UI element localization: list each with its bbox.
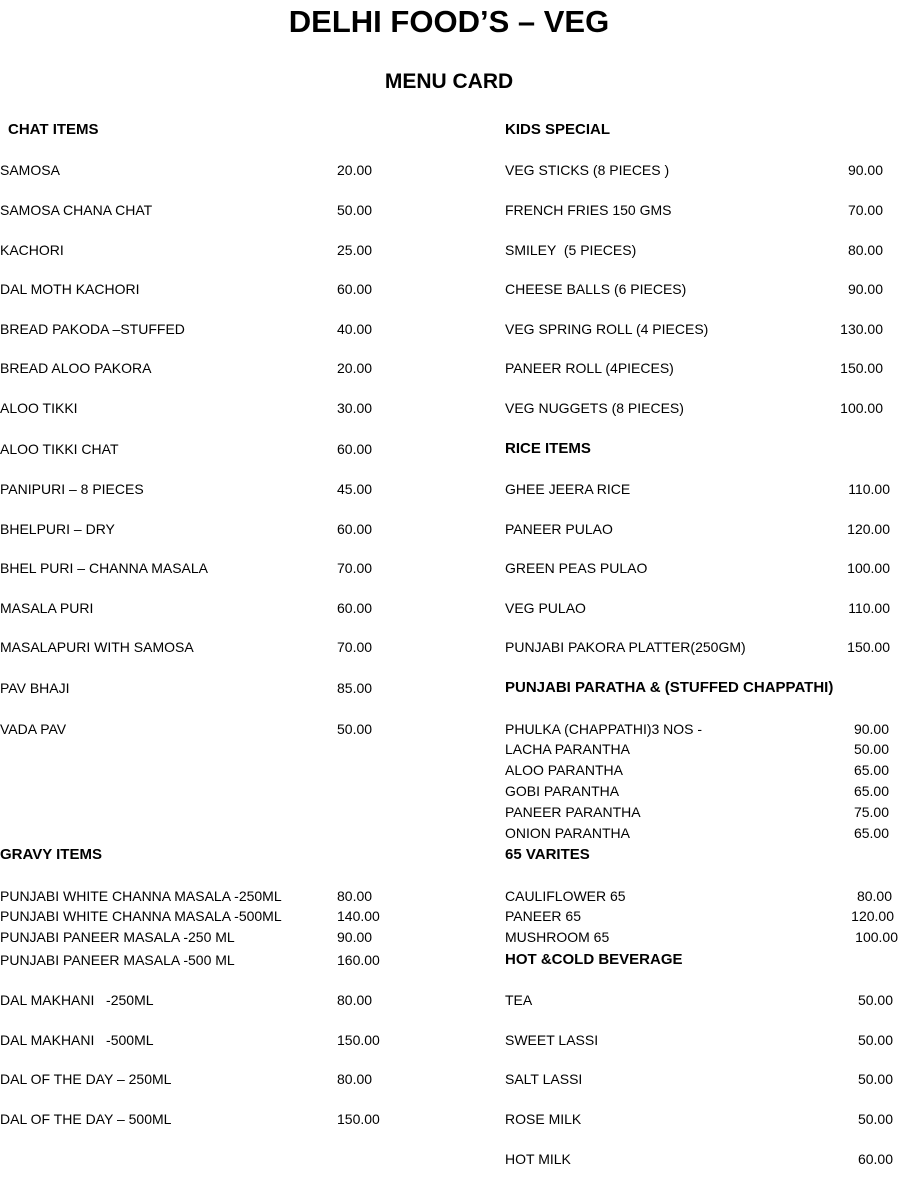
menu-item-name: PANEER ROLL (4PIECES) <box>505 360 674 376</box>
menu-item-name: MASALA PURI <box>0 600 94 616</box>
menu-item-name: ALOO TIKKI <box>0 400 78 416</box>
menu-item-price: 50.00 <box>857 1071 893 1087</box>
menu-item-price: 110.00 <box>848 481 890 497</box>
menu-item-price: 85.00 <box>337 680 373 696</box>
menu-item-price: 130.00 <box>840 321 883 337</box>
menu-item-price: 40.00 <box>337 321 373 337</box>
menu-item-name: PAV BHAJI <box>0 680 70 696</box>
section-heading: KIDS SPECIAL <box>505 121 611 138</box>
menu-item-price: 75.00 <box>853 804 889 820</box>
menu-item-price: 50.00 <box>853 741 889 757</box>
menu-item-price: 60.00 <box>337 521 373 537</box>
menu-item-name: SAMOSA <box>0 162 60 178</box>
menu-item-name: MASALAPURI WITH SAMOSA <box>0 639 194 655</box>
menu-item-name: PANEER PARANTHA <box>505 804 641 820</box>
menu-item-name: SMILEY (5 PIECES) <box>505 242 637 258</box>
menu-item-name: PUNJABI PANEER MASALA -250 ML <box>0 929 235 945</box>
section-heading: GRAVY ITEMS <box>0 846 102 863</box>
menu-item-price: 110.00 <box>848 600 890 616</box>
menu-item-price: 80.00 <box>856 888 892 904</box>
menu-item-name: ALOO TIKKI CHAT <box>0 441 119 457</box>
menu-item-price: 60.00 <box>337 600 373 616</box>
menu-item-price: 120.00 <box>847 521 890 537</box>
menu-item-price: 65.00 <box>853 783 889 799</box>
section-heading: RICE ITEMS <box>505 440 591 457</box>
menu-item-price: 160.00 <box>337 952 380 968</box>
menu-item-name: PUNJABI WHITE CHANNA MASALA -500ML <box>0 908 282 924</box>
menu-item-price: 80.00 <box>847 242 883 258</box>
menu-item-name: PHULKA (CHAPPATHI)3 NOS - <box>505 721 703 737</box>
menu-item-price: 50.00 <box>857 1111 893 1127</box>
menu-item-name: GREEN PEAS PULAO <box>505 560 648 576</box>
menu-item-name: ONION PARANTHA <box>505 825 630 841</box>
menu-item-price: 90.00 <box>847 162 883 178</box>
menu-item-price: 120.00 <box>851 908 894 924</box>
menu-item-price: 20.00 <box>337 162 373 178</box>
menu-item-price: 100.00 <box>855 929 898 945</box>
section-heading: HOT &COLD BEVERAGE <box>505 951 683 968</box>
menu-item-name: DAL OF THE DAY – 250ML <box>0 1071 172 1087</box>
menu-item-price: 150.00 <box>847 639 890 655</box>
menu-item-price: 65.00 <box>853 825 889 841</box>
menu-item-name: DAL OF THE DAY – 500ML <box>0 1111 172 1127</box>
menu-item-name: DAL MAKHANI -250ML <box>0 992 154 1008</box>
menu-item-name: BHELPURI – DRY <box>0 521 115 537</box>
menu-item-name: HOT MILK <box>505 1151 571 1167</box>
menu-item-name: GOBI PARANTHA <box>505 783 620 799</box>
menu-item-price: 45.00 <box>337 481 373 497</box>
menu-item-name: VEG STICKS (8 PIECES ) <box>505 162 670 178</box>
menu-item-price: 150.00 <box>337 1111 380 1127</box>
menu-item-name: PUNJABI PAKORA PLATTER(250GM) <box>505 639 746 655</box>
menu-item-price: 100.00 <box>847 560 890 576</box>
menu-item-name: BREAD ALOO PAKORA <box>0 360 152 376</box>
section-heading: PUNJABI PARATHA & (STUFFED CHAPPATHI) <box>505 679 834 696</box>
menu-item-price: 30.00 <box>337 400 373 416</box>
menu-item-price: 60.00 <box>337 441 373 457</box>
menu-item-price: 50.00 <box>337 202 373 218</box>
menu-item-name: VADA PAV <box>0 721 67 737</box>
menu-item-price: 70.00 <box>337 639 373 655</box>
menu-item-name: PUNJABI PANEER MASALA -500 ML <box>0 952 235 968</box>
menu-item-name: KACHORI <box>0 242 64 258</box>
menu-item-price: 100.00 <box>840 400 883 416</box>
menu-item-name: PANEER PULAO <box>505 521 613 537</box>
menu-item-price: 60.00 <box>337 281 373 297</box>
menu-item-name: ROSE MILK <box>505 1111 582 1127</box>
menu-item-name: SWEET LASSI <box>505 1032 599 1048</box>
menu-item-price: 90.00 <box>847 281 883 297</box>
menu-item-price: 80.00 <box>337 888 373 904</box>
menu-item-price: 50.00 <box>857 1032 893 1048</box>
menu-item-price: 140.00 <box>337 908 380 924</box>
menu-item-price: 80.00 <box>337 992 373 1008</box>
section-heading: CHAT ITEMS <box>8 121 99 138</box>
menu-item-price: 50.00 <box>857 992 893 1008</box>
menu-item-price: 90.00 <box>853 721 889 737</box>
menu-item-price: 65.00 <box>853 762 889 778</box>
menu-item-price: 20.00 <box>337 360 373 376</box>
menu-item-name: DAL MAKHANI -500ML <box>0 1032 154 1048</box>
menu-subtitle: MENU CARD <box>384 70 514 93</box>
menu-item-name: VEG NUGGETS (8 PIECES) <box>505 400 684 416</box>
menu-item-name: PANEER 65 <box>505 908 581 924</box>
menu-item-price: 60.00 <box>857 1151 893 1167</box>
menu-item-name: BHEL PURI – CHANNA MASALA <box>0 560 208 576</box>
menu-item-price: 80.00 <box>337 1071 373 1087</box>
menu-item-name: FRENCH FRIES 150 GMS <box>505 202 672 218</box>
menu-item-name: DAL MOTH KACHORI <box>0 281 140 297</box>
menu-item-name: ALOO PARANTHA <box>505 762 623 778</box>
menu-item-price: 25.00 <box>337 242 373 258</box>
menu-item-name: BREAD PAKODA –STUFFED <box>0 321 185 337</box>
menu-item-name: MUSHROOM 65 <box>505 929 610 945</box>
menu-item-name: CAULIFLOWER 65 <box>505 888 626 904</box>
menu-item-name: PUNJABI WHITE CHANNA MASALA -250ML <box>0 888 282 904</box>
menu-item-price: 150.00 <box>840 360 883 376</box>
menu-item-price: 90.00 <box>337 929 373 945</box>
menu-title: DELHI FOOD’S – VEG <box>288 4 610 39</box>
menu-item-name: LACHA PARANTHA <box>505 741 630 757</box>
section-heading: 65 VARITES <box>505 846 590 863</box>
menu-item-price: 50.00 <box>337 721 373 737</box>
menu-item-price: 70.00 <box>847 202 883 218</box>
menu-item-price: 150.00 <box>337 1032 380 1048</box>
menu-item-price: 70.00 <box>337 560 373 576</box>
menu-item-name: VEG PULAO <box>505 600 586 616</box>
menu-item-name: TEA <box>505 992 533 1008</box>
menu-item-name: PANIPURI – 8 PIECES <box>0 481 144 497</box>
menu-item-name: CHEESE BALLS (6 PIECES) <box>505 281 687 297</box>
menu-item-name: VEG SPRING ROLL (4 PIECES) <box>505 321 709 337</box>
menu-item-name: GHEE JEERA RICE <box>505 481 631 497</box>
menu-item-name: SAMOSA CHANA CHAT <box>0 202 153 218</box>
menu-item-name: SALT LASSI <box>505 1071 583 1087</box>
